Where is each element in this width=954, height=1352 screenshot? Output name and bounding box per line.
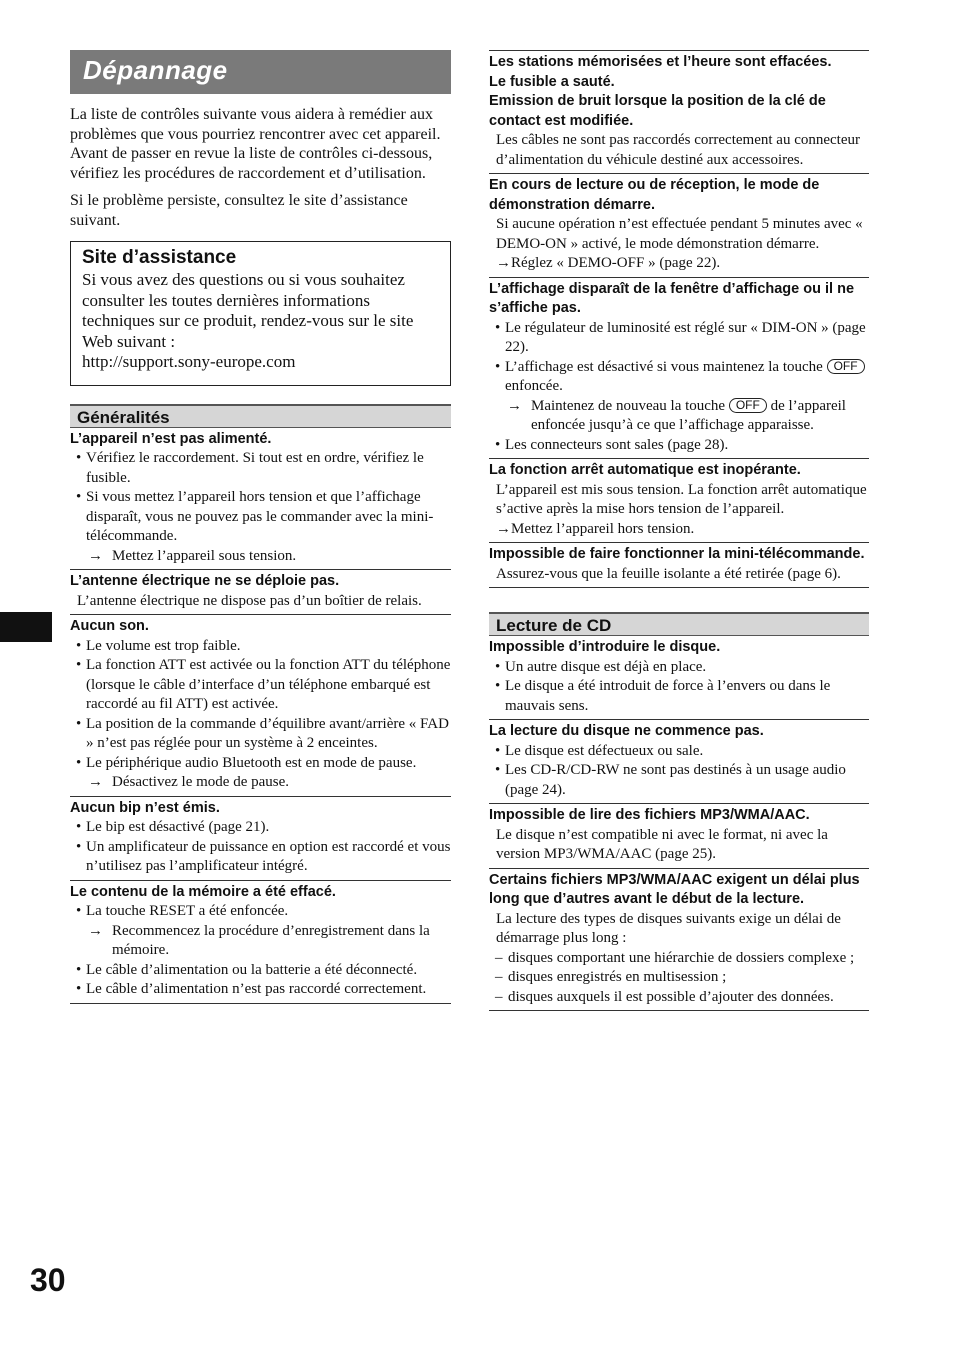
list-item: – disques auxquels il est possible d’ajouter des données. [489, 988, 869, 1008]
trouble-question: La fonction arrêt automatique est inopérante. [489, 462, 801, 478]
remedy-text: Désactivez le mode de pause. [112, 774, 290, 790]
list-item: • Le disque a été introduit de force à l’envers ou dans le mauvais sens. [489, 677, 869, 716]
remedy-text: de l’appareil enfoncée jusqu’à ce que l’affichage apparaisse. [531, 397, 846, 433]
list-item: • La fonction ATT est activée ou la fonction ATT du téléphone (lorsque le câble d’interface d’un téléphone embarqué est raccordé au fil ATT) est activée. [70, 656, 451, 715]
trouble-block [70, 797, 451, 881]
trouble-text: Si aucune opération n’est effectuée pendant 5 minutes avec « DEMO-ON » activé, le mode démonstration démarre. [496, 216, 863, 252]
list-item: • La touche RESET a été enfoncée. [70, 902, 451, 922]
trouble-question: En cours de lecture ou de réception, le mode de démonstration démarre. [489, 177, 820, 213]
support-site-box [70, 241, 451, 386]
right-column [489, 50, 869, 1011]
trouble-block [489, 804, 869, 869]
list-item: – disques enregistrés en multisession ; [489, 968, 869, 988]
intro-p3: Si le problème persiste, consultez le site d’assistance suivant. [70, 192, 408, 229]
page-title: Dépannage [70, 50, 451, 94]
intro-p2: Avant de passer en revue la liste de contrôles ci-dessous, vérifiez les procédures de raccordement et d’utilisation. [70, 145, 433, 182]
remedy [489, 520, 869, 540]
trouble-block [70, 428, 451, 571]
section-cd-heading: Lecture de CD [489, 612, 869, 636]
trouble-text: Assurez-vous que la feuille isolante a été retirée (page 6). [496, 565, 841, 582]
remedy-text: Recommencez la procédure d’enregistrement dans la mémoire. [112, 922, 430, 958]
trouble-block [489, 636, 869, 720]
arrow-icon: → [507, 397, 522, 414]
list-item: • Le périphérique audio Bluetooth est en mode de pause. [70, 754, 451, 774]
trouble-question: L’appareil n’est pas alimenté. [70, 430, 272, 447]
remedy [489, 254, 869, 274]
list-item: • Les CD-R/CD-RW ne sont pas destinés à un usage audio (page 24). [489, 761, 869, 800]
arrow-icon: → [496, 520, 511, 537]
arrow-icon: → [496, 255, 511, 271]
remedy [70, 547, 451, 567]
trouble-question: L’affichage disparaît de la fenêtre d’affichage ou il ne s’affiche pas. [489, 280, 855, 316]
remedy-text: Mettez l’appareil sous tension. [112, 547, 297, 564]
trouble-text: Le disque n’est compatible ni avec le format, ni avec la version MP3/WMA/AAC (page 25). [496, 826, 828, 862]
support-site-title: Site d’assistance [82, 247, 237, 268]
chapter-tab-marker [0, 612, 52, 642]
remedy [489, 397, 869, 436]
trouble-block [489, 50, 869, 174]
remedy-text: Maintenez de nouveau la touche [531, 397, 726, 414]
trouble-question: Certains fichiers MP3/WMA/AAC exigent un délai plus long que d’autres avant le début de la lecture. [489, 871, 860, 907]
trouble-block [70, 570, 451, 615]
list-item: • Vérifiez le raccordement. Si tout est en ordre, vérifiez le fusible. [70, 449, 451, 488]
list-item-text: enfoncée. [505, 378, 563, 394]
trouble-question: La lecture du disque ne commence pas. [489, 723, 764, 739]
trouble-question: L’antenne électrique ne se déploie pas. [70, 573, 340, 589]
list-item: • Le régulateur de luminosité est réglé sur « DIM-ON » (page 22). [489, 319, 869, 358]
list-item [489, 358, 869, 397]
trouble-text: La lecture des types de disques suivants exige un délai de démarrage plus long : [496, 910, 841, 946]
trouble-question: Aucun bip n’est émis. [70, 799, 220, 816]
trouble-text: L’appareil est mis sous tension. La fonction arrêt automatique s’active après la mise hors tension de l’appareil. [496, 481, 867, 517]
trouble-question: Le fusible a sauté. [489, 73, 615, 90]
trouble-block [489, 869, 869, 1012]
remedy-text: Réglez « DEMO-OFF » (page 22). [511, 255, 721, 271]
left-column [70, 50, 451, 1004]
trouble-block [489, 174, 869, 278]
trouble-block [489, 278, 869, 460]
section-general-heading: Généralités [70, 404, 451, 428]
support-site-url[interactable]: http://support.sony-europe.com [82, 352, 296, 371]
trouble-question: Impossible d’introduire le disque. [489, 639, 721, 655]
trouble-question: Impossible de lire des fichiers MP3/WMA/AAC. [489, 807, 810, 823]
trouble-block [489, 543, 869, 588]
trouble-question: Le contenu de la mémoire a été effacé. [70, 883, 336, 900]
list-item: • Le disque est défectueux ou sale. [489, 742, 869, 762]
trouble-block [489, 720, 869, 804]
arrow-icon: → [88, 922, 103, 939]
trouble-block [489, 459, 869, 543]
trouble-block [70, 881, 451, 1004]
intro [70, 105, 451, 230]
list-item: – disques comportant une hiérarchie de dossiers complexe ; [489, 949, 869, 969]
remedy-text: Mettez l’appareil hors tension. [511, 520, 695, 537]
list-item: • La position de la commande d’équilibre avant/arrière « FAD » n’est pas réglée pour un système à 2 enceintes. [70, 715, 451, 754]
off-key-icon: OFF [729, 398, 767, 413]
remedy [70, 773, 451, 793]
list-item: • Un amplificateur de puissance en option est raccordé et vous n’utilisez pas l’amplificateur intégré. [70, 838, 451, 877]
list-item: • Le volume est trop faible. [70, 637, 451, 657]
trouble-text: Les câbles ne sont pas raccordés correctement au connecteur d’alimentation du véhicule destiné aux accessoires. [496, 132, 860, 168]
list-item-text: L’affichage est désactivé si vous maintenez la touche [505, 358, 823, 375]
trouble-question: Aucun son. [70, 618, 149, 634]
list-item: • Un autre disque est déjà en place. [489, 658, 869, 678]
list-item: • Si vous mettez l’appareil hors tension et que l’affichage disparaît, vous ne pouvez pas le commander avec la mini-télécommande. [70, 488, 451, 547]
remedy [70, 922, 451, 961]
trouble-question: Les stations mémorisées et l’heure sont effacées. [489, 54, 832, 70]
intro-p1: La liste de contrôles suivante vous aidera à remédier aux problèmes que vous pourriez rencontrer avec cet appareil. [70, 106, 441, 143]
list-item: • Le câble d’alimentation ou la batterie a été déconnecté. [70, 961, 451, 981]
support-site-text: Si vous avez des questions ou si vous souhaitez consulter les toutes dernières informations techniques sur ce produit, rendez-vous sur le site Web suivant : [82, 270, 414, 351]
list-item: • Le bip est désactivé (page 21). [70, 818, 451, 838]
trouble-block [70, 615, 451, 797]
arrow-icon: → [88, 774, 103, 790]
page-number: 30 [30, 1262, 66, 1298]
trouble-question: Impossible de faire fonctionner la mini-télécommande. [489, 546, 865, 562]
arrow-icon: → [88, 547, 103, 564]
list-item: • Le câble d’alimentation n’est pas raccordé correctement. [70, 980, 451, 1000]
trouble-text: L’antenne électrique ne dispose pas d’un boîtier de relais. [77, 592, 422, 609]
off-key-icon: OFF [827, 359, 865, 374]
trouble-question: Emission de bruit lorsque la position de la clé de contact est modifiée. [489, 93, 826, 129]
list-item: • Les connecteurs sont sales (page 28). [489, 436, 869, 456]
